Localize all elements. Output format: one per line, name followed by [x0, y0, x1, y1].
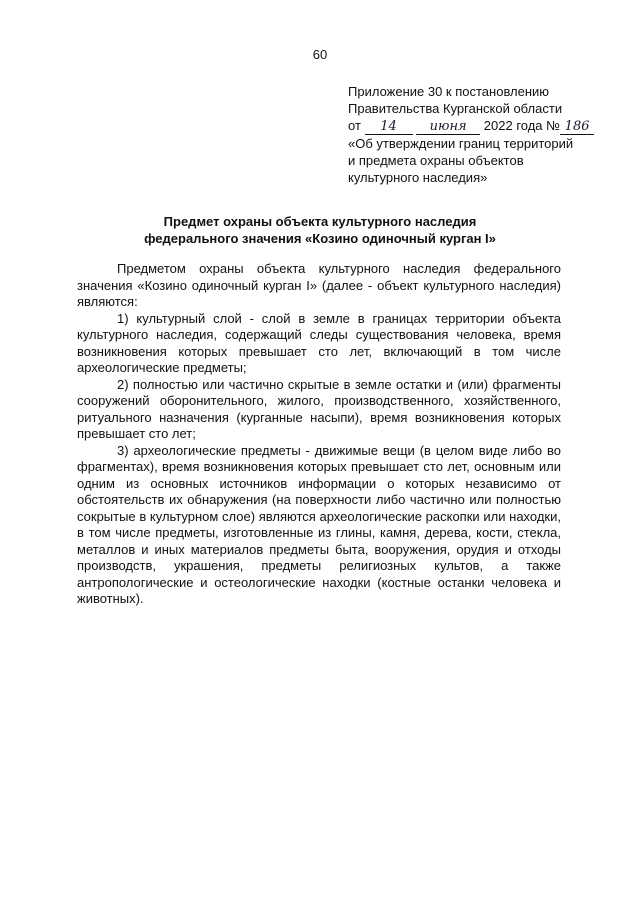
title-line-2: федерального значения «Козино одиночный курган I» — [144, 231, 496, 246]
item-3-paragraph: 3) археологические предметы - движимые вещи (в целом виде либо во фрагментах), время возникновения которых превышает сто лет, основным или одним из основных источников информации о которых независимо от обстоятельств их обнаружения (на поверхности либо частично или полностью сокрытые в культурном слое) являются археологические раскопки или находки, в том числе предметы, изготовленные из глины, камня, дерева, кости, стекла, металлов и иных материалов предметы быта, вооружения, орудия и отходы производств, украшения, предметы религиозных культов, а также антропологические и остеологические находки (костные останки человека и животных). — [77, 442, 561, 606]
page-number: 60 — [312, 47, 328, 62]
annex-header — [348, 83, 608, 186]
annex-line-2: Правительства Курганской области — [348, 101, 563, 116]
date-year: 2022 года № — [483, 118, 561, 133]
annex-date-line — [348, 117, 608, 135]
date-prefix: от — [348, 118, 361, 133]
annex-line-6: культурного наследия» — [348, 170, 488, 185]
document-title — [60, 213, 580, 247]
document-body — [77, 261, 561, 608]
annex-line-5: и предмета охраны объектов — [348, 153, 524, 168]
handwritten-doc-number: 186 — [560, 120, 594, 135]
handwritten-month: июня — [416, 120, 480, 135]
title-line-1: Предмет охраны объекта культурного наследия — [163, 214, 477, 229]
item-1-paragraph: 1) культурный слой - слой в земле в границах территории объекта культурного наследия, содержащий следы существования человека, время возникновения которых превышает сто лет, включающий в том числе археологические предметы; — [77, 310, 561, 375]
handwritten-day: 14 — [365, 120, 413, 135]
annex-line-1: Приложение 30 к постановлению — [348, 84, 550, 99]
item-2-paragraph: 2) полностью или частично скрытые в земле остатки и (или) фрагменты сооружений оборонительного, жилого, производственного, хозяйственного, ритуального назначения (курганные насыпи), время возникновения которых превышает сто лет; — [77, 376, 561, 441]
annex-line-4: «Об утверждении границ территорий — [348, 136, 574, 151]
intro-paragraph: Предметом охраны объекта культурного наследия федерального значения «Козино одиночный курган I» (далее - объект культурного наследия) являются: — [77, 261, 561, 309]
